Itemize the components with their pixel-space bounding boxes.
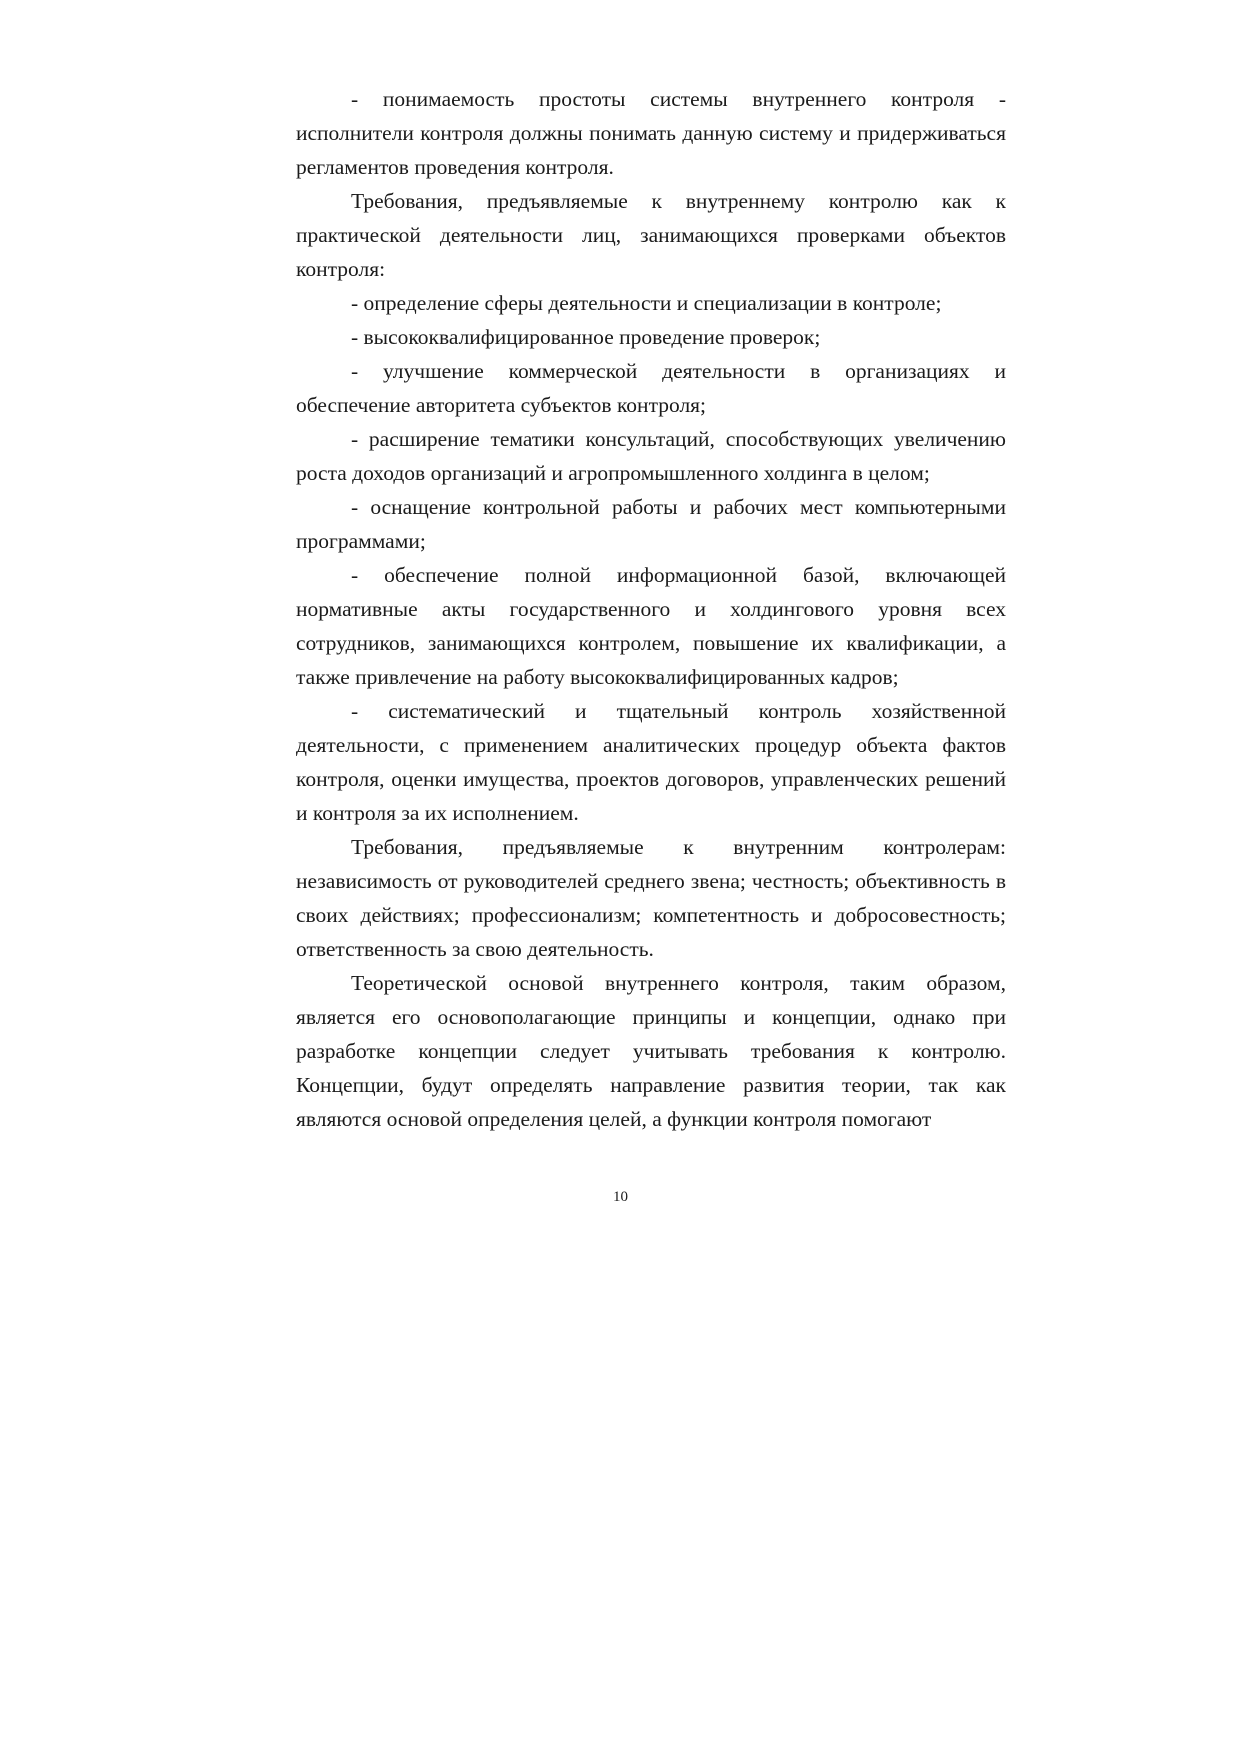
paragraph-controller-requirements: Требования, предъявляемые к внутренним контролерам: независимость от руководителей среднего звена; честность; объективность в своих действиях; профессионализм; компетентность и добросовестность; ответственность за свою деятельность. [296, 835, 1006, 961]
list-item-commercial-activity: - улучшение коммерческой деятельности в организациях и обеспечение авторитета субъектов контроля; [296, 359, 1006, 417]
paragraph-understandability: - понимаемость простоты системы внутреннего контроля - исполнители контроля должны понимать данную систему и придерживаться регламентов проведения контроля. [296, 87, 1006, 179]
paragraph-theoretical-basis: Теоретической основой внутреннего контроля, таким образом, является его основополагающие принципы и концепции, однако при разработке концепции следует учитывать требования к контролю. Концепции, будут определять направление развития теории, так как являются основой определения целей, а функции контроля помогают [296, 971, 1006, 1131]
list-item-systematic-control: - систематический и тщательный контроль хозяйственной деятельности, с применением аналитических процедур объекта фактов контроля, оценки имущества, проектов договоров, управленческих решений и контроля за их исполнением. [296, 699, 1006, 825]
page-number: 10 [613, 1189, 628, 1205]
list-item-software: - оснащение контрольной работы и рабочих мест компьютерными программами; [296, 495, 1006, 553]
paragraph-requirements-intro: Требования, предъявляемые к внутреннему контролю как к практической деятельности лиц, занимающихся проверками объектов контроля: [296, 189, 1006, 281]
list-item-qualified-audits: - высококвалифицированное проведение проверок; [351, 325, 821, 349]
document-body [296, 82, 1006, 1136]
list-item-consultations: - расширение тематики консультаций, способствующих увеличению роста доходов организаций и агропромышленного холдинга в целом; [296, 427, 1006, 485]
list-item-scope: - определение сферы деятельности и специализации в контроле; [351, 291, 942, 315]
list-item-information-base: - обеспечение полной информационной базой, включающей нормативные акты государственного и холдингового уровня всех сотрудников, занимающихся контролем, повышение их квалификации, а также привлечение на работу высококвалифицированных кадров; [296, 563, 1006, 689]
